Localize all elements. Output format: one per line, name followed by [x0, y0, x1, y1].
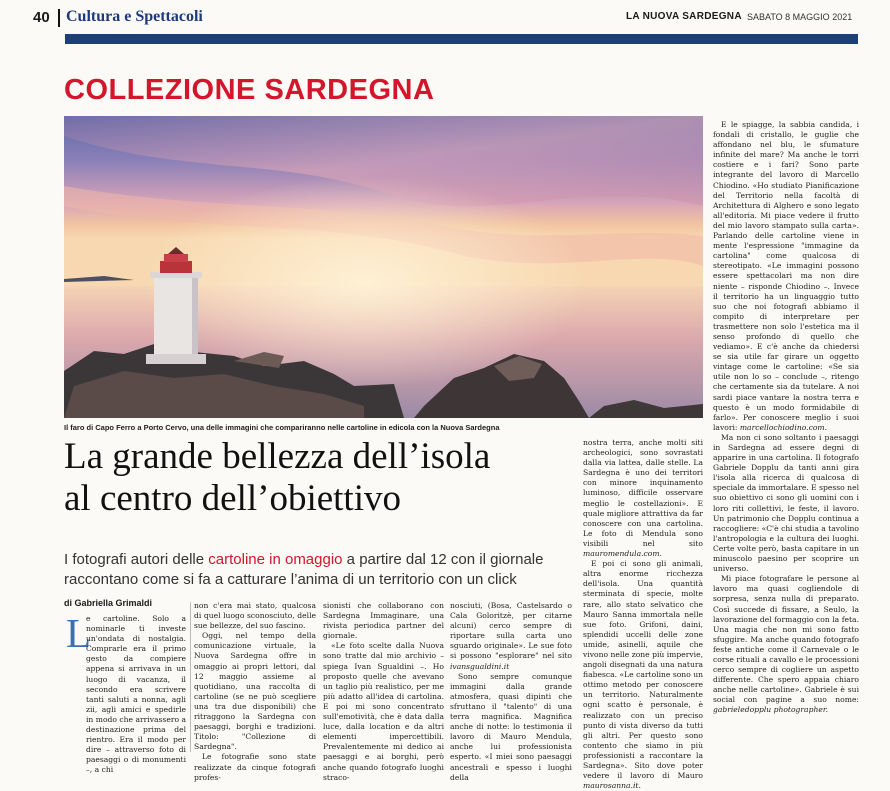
summary-part2: a partire dal 12 con il giornale raccontano come si fa a catturare l’anima di un territorio con un click	[64, 551, 544, 588]
drop-cap: L	[66, 610, 92, 656]
col2-p3: Le fotografie sono state realizzate da cinque fotografi profes-	[194, 752, 316, 782]
col1-text: e cartoline. Solo a nominarle ti investe un'ondata di nostalgia. Comprarle era il primo gesto da compiere appena si arrivava in un luogo di vacanza, il secondo era scrivere tanti saluti a nonna, agli zii, agli amici e spedirle in modo che arrivassero a destinazione prima del rientro. Era il modo per dire – attraverso foto di paesaggi o di monumenti –, a chi	[86, 614, 186, 775]
kicker-title: COLLEZIONE SARDEGNA	[64, 74, 435, 106]
col6-p1-text: E le spiagge, la sabbia candida, i fondali di cristallo, le guglie che affondano nel blu, le sfumature infinite del mare? Ma anche le torri costiere e i fari? Sono parte integrante del lavoro di Marcello Chiodino. «Ho studiato Pianificazione del Territorio nella facoltà di Architettura di Alghero e sono legato all'editoria. Mi piace vedere il frutto del mio lavoro stampato sulla carta». Parlando delle cartoline viene in mente l'espressione "immagine da cartolina" come qualcosa di stereotipato. «Le immagini possono essere spettacolari ma non dire niente – risponde Chiodino –. Invece il territorio ha un linguaggio tutto suo che noi fotografi abbiamo il compito di interpretare per trasmettere non solo l'estetica ma il senso profondo di quello che vediamo». E c'è anche da chiedersi se sia utile far girare un oggetto vintage come le cartoline: «Se sia utile non lo so – conclude –, ritengo che certamente sia da tutelare. A noi sardi piace vantare la nostra terra e questo è un modo formidabile di farlo». Per conoscere meglio i suoi lavori:	[713, 120, 859, 432]
col2-p1: non c'era mai stato, qualcosa di quel luogo sconosciuto, delle sue bellezze, del suo fascino.	[194, 601, 316, 631]
photo-caption: Il faro di Capo Ferro a Porto Cervo, una delle immagini che compariranno nelle cartoline in edicola con la Nuova Sardegna	[64, 423, 500, 432]
col4-p2: Sono sempre comunque immagini dalla grande atmosfera, quasi dipinti che sfruttano il "talento" di una terra magnifica. Magnifica anche di notte: lo testimonia il lavoro di Mauro Mendula, anche lui professionista esperto. «I miei sono paesaggi ancestrali e spesso i luoghi della	[450, 671, 572, 782]
section-title: Cultura e Spettacoli	[66, 8, 203, 25]
col6-p3-text: Mi piace fotografare le persone al lavoro ma quasi cogliendole di sorpresa, senza nulla di preparato. Così succede di fissare, a Seulo, la lavorazione del formaggio con la feta. Una magia che non mi sono fatto sfuggire. Ma anche quando fotografo feste antiche come il Carnevale o le corse rituali a cavallo e le processioni cerco sempre di cogliere un aspetto differente. Che spero appaia chiaro anche nelle cartoline». Gabriele è sui social con pagine a suo nome:	[713, 574, 859, 705]
col5-p1	[583, 438, 703, 559]
summary-part1: I fotografi autori delle	[64, 551, 209, 568]
lighthouse-image	[64, 116, 703, 418]
col5-p2-text: E poi ci sono gli animali, altra enorme ricchezza dell'isola. Una quantità sterminata di specie, molte rare, allo stato selvatico che Mauro Sanna immortala nelle sue foto. Grifoni, daini, splendidi uccelli delle zone umide, asinelli, aquile che vivono nelle zone più impervie, angoli disegnati da una natura fiabesca. «Le cartoline sono un ottimo metodo per conoscere un territorio. Naturalmente ogni scatto è personale, è realizzato con un preciso punto di vista diverso da tutti gli altri. Per questo sono contento che siamo in più professionisti a raccontare la Sardegna». Sito dove poter vedere il lavoro di Mauro	[583, 559, 703, 781]
col3-p2: «Le foto scelte dalla Nuova sono tratte dal mio archivio – spiega Ivan Sgualdini –. Ho proposto quelle che avevano un taglio più realistico, per me più adatto all'idea di cartolina. E poi mi sono concentrato sull'emotività, che è data dalla luce, dalla location e da altri elementi impercettibili. Prevalentemente mi dedico ai paesaggi e ai borghi, però anche quando fotografo luoghi straco-	[323, 641, 444, 782]
article-col-5	[583, 438, 703, 791]
col6-p2: Ma non ci sono soltanto i paesaggi in Sardegna ad essere degni di apparire in una cartolina. Il fotografo Gabriele Dopplu da tanti anni gira l'isola alla ricerca di qualcosa di speciale da immortalare. E spesso nel suo obiettivo ci sono gli uomini con i loro riti collettivi, le feste, il lavoro. Un patrimonio che Dopplu continua a raccogliere: «C'è chi studia a tavolino l'antropologia e la cultura dei luoghi. Certe volte però, basta capitare in un minuscolo paesino per scoprire un universo.	[713, 432, 859, 574]
col5-p1-text: nostra terra, anche molti siti archeologici, sono sovrastati dalla via lattea, dalle stelle. La Sardegna è uno dei territori con minore inquinamento luminoso, difficile osservare meglio le costellazioni». E quale migliore attrattiva da far conoscere con una cartolina. Le foto di Mendula sono visibili nel sito	[583, 438, 703, 548]
col5-site2-link: maurosanna.it.	[583, 781, 641, 791]
lighthouse-photo	[64, 116, 703, 418]
summary	[64, 550, 584, 590]
col6-p1	[713, 120, 859, 433]
col6-p3	[713, 574, 859, 715]
col5-site-link: mauromendula.com.	[583, 549, 662, 559]
article-col-3	[323, 601, 444, 782]
newspaper-name: LA NUOVA SARDEGNA	[626, 11, 742, 22]
col6-site-link: marcellochiodino.com.	[739, 422, 828, 432]
header-divider	[58, 9, 60, 27]
column-rule	[190, 602, 191, 752]
byline: di Gabriella Grimaldi	[64, 598, 153, 608]
article-col-2	[194, 601, 316, 782]
col4-p1-text: nosciuti, (Bosa, Castelsardo o Cala Goloritzè, per citarne alcuni) cerco sempre di riportare sulla carta uno sguardo originale». Le sue foto si possono "esplorare" nel sito	[450, 601, 572, 661]
issue-date: SABATO 8 MAGGIO 2021	[747, 12, 853, 22]
summary-highlight: cartoline in omaggio	[208, 551, 343, 568]
col5-p2	[583, 559, 703, 791]
article-col-4	[450, 601, 572, 782]
col6-site2-link: gabrieledopplu photographer.	[713, 705, 829, 715]
col3-p1: sionisti che collaborano con Sardegna Immaginare, una rivista periodica partner del giornale.	[323, 601, 444, 641]
headline-line1: La grande bellezza dell’isola	[64, 436, 491, 477]
header-bar	[65, 34, 858, 44]
page-number: 40	[33, 9, 50, 26]
headline	[64, 436, 584, 520]
col4-site-link: ivansgualdini.it	[450, 661, 510, 671]
article-col-1	[64, 610, 186, 775]
headline-line2: al centro dell’obiettivo	[64, 478, 401, 519]
col4-p1	[450, 601, 572, 672]
article-col-6	[713, 120, 859, 754]
col2-p2: Oggi, nel tempo della comunicazione virtuale, la Nuova Sardegna offre in omaggio ai propri lettori, dal 12 maggio assieme al quotidiano, una raccolta di cartoline (se ne può scegliere una tra due disponibili) che ritraggono la Sardegna con paesaggi, borghi e tradizioni. Titolo: "Collezione di Sardegna".	[194, 631, 316, 752]
